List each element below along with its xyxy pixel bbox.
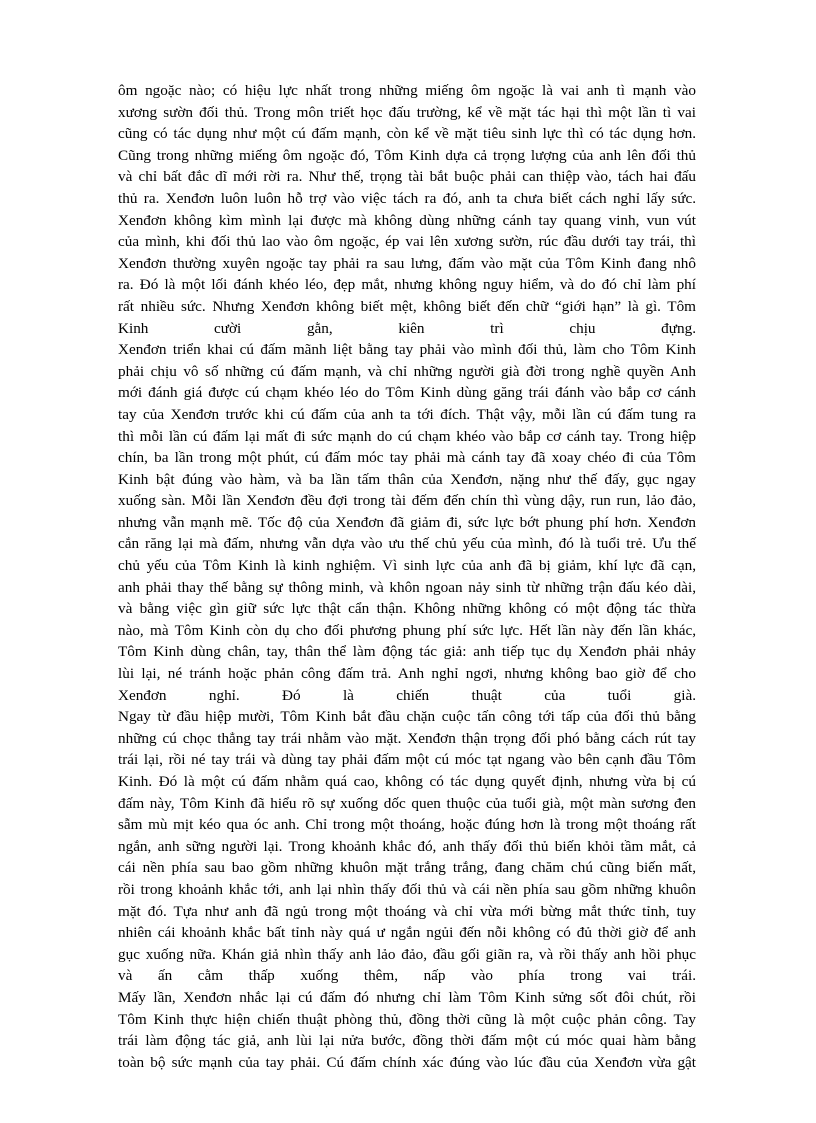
text-line: cũng có tác dụng như một cú đấm mạnh, còn kể về mặt tiêu sinh lực thì có tác dụng hơn. [118,125,696,143]
text-line: Kinh. Đó là một cú đấm nhằm quá cao, không có tác dụng quyết định, nhưng vừa bị cú [118,773,696,790]
text-line: anh phải thay thế bằng sự thông minh, và khôn ngoan nảy sinh từ những trận đấu kéo dài, [118,578,696,596]
text-line: lùi lại, né tránh hoặc phản công đấm trả. Anh nghỉ ngơi, nhưng không bao giờ để cho [118,665,696,683]
document-body [118,80,696,1073]
text-line: nào, mà Tôm Kinh còn dụ cho đối phương phung phí sức lực. Hết lần này đến lần khác, [118,621,696,639]
text-line: nhưng vẫn mạnh mẽ. Tốc độ của Xenđơn đã giảm đi, sức lực bớt phung phí hơn. Xenđơn [118,513,696,531]
text-line: rất nhiều sức. Nhưng Xenđơn không biết mệt, không biết đến chữ “giới hạn” là gì. Tôm [118,297,696,315]
text-line: nhiên cái khoảnh khắc bất tỉnh này quá ư ngắn ngủi đến nỗi không có đủ thời giờ để anh [118,924,696,942]
text-line: Mấy lần, Xenđơn nhắc lại cú đấm đó nhưng chỉ làm Tôm Kinh sửng sốt đôi chút, rồi [118,988,696,1006]
text-line: những cú chọc thẳng tay trái nhằm vào mặt. Xenđơn thận trọng đối phó bằng cách rút tay [118,729,696,747]
text-line: xương sườn đối thủ. Trong môn triết học đấu trường, kể về mặt tác hại thì một lần tì vai [118,103,696,121]
text-line: và bằng việc gìn giữ sức lực thật cẩn thận. Không những không có một động tác thừa [118,600,696,618]
text-line: chín, ba lần trong một phút, cú đấm móc tay phải mà cánh tay đã xoay chéo đi của Tôm [118,449,696,467]
text-line: trái làm động tác giả, anh lùi lại nửa bước, đồng thời đấm một cú móc quai hàm bằng [118,1032,696,1050]
text-line: cái nền phía sau bao gồm những khuôn mặt trắng trắng, đang chăm chú cũng biến mất, [118,859,696,877]
text-line: Xenđơn nghỉ. Đó là chiến thuật của tuổi già. [118,686,696,704]
text-line: Kinh cười gằn, kiên trì chịu đựng. [118,319,696,337]
text-line: Tôm Kinh dùng chân, tay, thân thể làm động tác giả: anh tiếp tục dụ Xenđơn phải nhảy [118,643,696,661]
text-line: ngắn, anh sững người lại. Trong khoảnh khắc đó, anh thấy đối thủ biến khỏi tầm mắt, cả [118,837,696,855]
text-line: rồi trong khoảnh khắc tới, anh lại nhìn thấy đối thủ và cái nền phía sau gồm những khuôn [118,880,696,898]
text-line: của mình, khi đối thủ lao vào ôm ngoặc, ép vai lên xương sườn, rúc đầu dưới tay trái, thì [118,233,696,251]
text-line: Xenđơn thường xuyên ngoặc tay phải ra sau lưng, đấm vào mặt của Tôm Kinh đang nhô [118,254,696,272]
text-line: ôm ngoặc nào; có hiệu lực nhất trong những miếng ôm ngoặc là vai anh tì mạnh vào [118,82,696,99]
text-line: xuống sàn. Mỗi lần Xenđơn đều đợi trong tài đếm đến chín thì vùng dậy, run run, lảo đảo, [118,492,696,510]
text-line: trái lại, rồi né tay trái và dùng tay phải đấm một cú móc tạt ngang vào bên cạnh đầu Tôm [118,751,696,769]
text-line: chủ yếu của Tôm Kinh là kinh nghiệm. Vì sinh lực của anh đã bị giảm, khí lực đã cạn, [118,557,696,575]
text-line: mới đánh giá được cú chạm khéo léo do Tôm Kinh dùng găng trái đánh vào bắp cơ cánh [118,384,696,402]
text-line: Xenđơn triển khai cú đấm mãnh liệt bằng tay phải vào mình đối thủ, làm cho Tôm Kinh [118,341,696,359]
text-line: Ngay từ đầu hiệp mười, Tôm Kinh bắt đầu chặn cuộc tấn công tới tấp của đối thủ bằng [118,708,696,726]
text-line: ra. Đó là một lối đánh khéo léo, đẹp mắt, nhưng không nguy hiểm, và do đó chỉ làm phí [118,276,696,294]
text-line: tay của Xenđơn trước khi cú đấm của anh ta tới đích. Thật vậy, mỗi lần cú đấm tung ra [118,405,696,423]
text-line: và ấn cằm thấp xuống thêm, nấp vào phía trong vai trái. [118,967,696,985]
text-line: và chỉ bất đắc dĩ mới rời ra. Như thế, trọng tài bắt buộc phải can thiệp vào, tách hai đấu [118,168,696,186]
text-line: Tôm Kinh thực hiện chiến thuật phòng thủ, đồng thời cũng là một cuộc phản công. Tay [118,1010,696,1028]
text-line: Cũng trong những miếng ôm ngoặc đó, Tôm Kinh dựa cả trọng lượng của anh lên đối thủ [118,146,696,164]
text-line: thủ ra. Xenđơn luôn luôn hỗ trợ vào việc tách ra đó, anh ta chưa biết cách nghỉ lấy sức. [118,189,696,207]
text-line: thì mỗi lần cú đấm lại mất đi sức mạnh do cú chạm khéo vào bắp cơ cánh tay. Trong hiệp [118,427,696,445]
text-line: gục xuống nữa. Khán giả nhìn thấy anh lảo đảo, đầu gối giãn ra, và rồi thấy anh hồi phục [118,945,696,963]
text-line: Kinh bật đúng vào hàm, và ba lần tấm thân của Xenđơn, nặng như thế đấy, gục ngay [118,470,696,488]
text-line: sẫm mù mịt kéo qua óc anh. Chỉ trong một thoáng, hoặc đúng hơn là trong một thoáng rất [118,816,696,834]
text-line: Xenđơn không kìm mình lại được mà không dùng những cánh tay quang vinh, vun vút [118,211,696,229]
text-line: cắn răng lại mà đấm, nhưng vẫn dựa vào ưu thế chủ yếu của mình, đó là tuổi trẻ. Ưu thế [118,535,696,553]
text-line: phải chịu vô số những cú đấm mạnh, và chỉ những người già đời trong nghề quyền Anh [118,362,696,380]
text-line: đấm này, Tôm Kinh đã hiểu rõ sự xuống dốc quen thuộc của tuổi già, một màn sương đen [118,794,696,812]
text-line: toàn bộ sức mạnh của tay phải. Cú đấm chính xác đúng vào lúc đầu của Xenđơn vừa gật [118,1053,696,1071]
text-line: mặt đó. Tựa như anh đã ngủ trong một thoáng và chỉ vừa mới bừng mắt thức tỉnh, tuy [118,902,696,920]
